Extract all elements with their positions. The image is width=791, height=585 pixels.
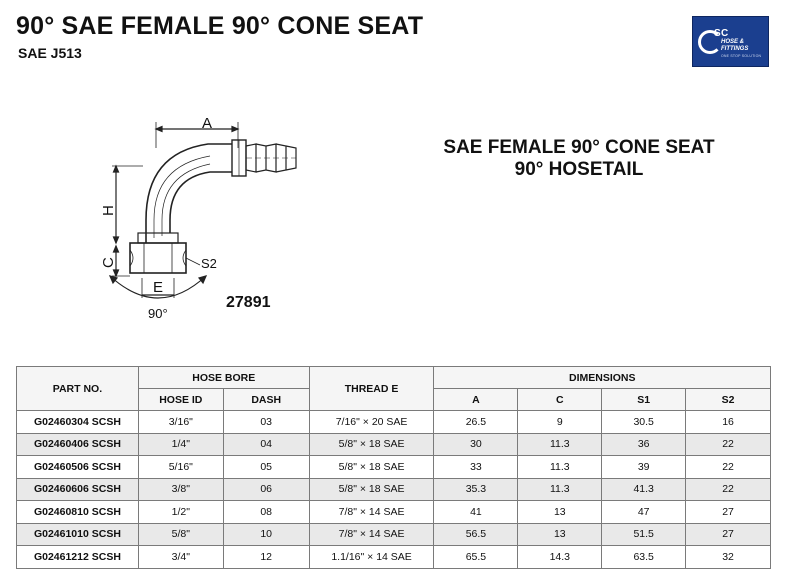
- cell-hose-id: 5/8": [138, 523, 223, 546]
- cell-dash: 04: [223, 433, 309, 456]
- table-row: [17, 456, 771, 479]
- table-row: [17, 501, 771, 524]
- cell-a: 30: [434, 433, 518, 456]
- logo-text-sc: SC: [714, 28, 729, 39]
- company-logo: [692, 16, 769, 67]
- cell-dash: 03: [223, 411, 309, 434]
- dim-label-a: A: [202, 115, 213, 132]
- header-a: A: [434, 389, 518, 411]
- cell-part-no: G02460606 SCSH: [17, 478, 139, 501]
- cell-a: 65.5: [434, 546, 518, 569]
- cell-part-no: G02460304 SCSH: [17, 411, 139, 434]
- cell-hose-id: 3/4": [138, 546, 223, 569]
- cell-part-no: G02460506 SCSH: [17, 456, 139, 479]
- cell-s1: 63.5: [602, 546, 686, 569]
- cell-s1: 30.5: [602, 411, 686, 434]
- cell-a: 41: [434, 501, 518, 524]
- dim-label-e: E: [153, 279, 164, 296]
- cell-c: 13: [518, 501, 602, 524]
- cell-part-no: G02461212 SCSH: [17, 546, 139, 569]
- header-part-no: PART NO.: [17, 367, 139, 411]
- cell-a: 33: [434, 456, 518, 479]
- cell-dash: 05: [223, 456, 309, 479]
- cell-a: 35.3: [434, 478, 518, 501]
- cell-c: 14.3: [518, 546, 602, 569]
- cell-dash: 10: [223, 523, 309, 546]
- header-hose-id: HOSE ID: [138, 389, 223, 411]
- logo-tagline: ONE STOP SOLUTION: [721, 54, 762, 58]
- cell-thread: 1.1/16" × 14 SAE: [309, 546, 434, 569]
- product-heading-line2: 90° HOSETAIL: [514, 159, 644, 180]
- header-c: C: [518, 389, 602, 411]
- table-row: [17, 478, 771, 501]
- header-s2: S2: [686, 389, 771, 411]
- cell-dash: 12: [223, 546, 309, 569]
- header-hose-bore: HOSE BORE: [138, 367, 309, 389]
- cell-thread: 5/8" × 18 SAE: [309, 456, 434, 479]
- standard-subtitle: SAE J513: [18, 45, 82, 61]
- angle-label: 90°: [148, 306, 168, 321]
- header-thread: THREAD E: [309, 367, 434, 411]
- cell-a: 56.5: [434, 523, 518, 546]
- cell-hose-id: 5/16": [138, 456, 223, 479]
- cell-c: 11.3: [518, 456, 602, 479]
- cell-thread: 5/8" × 18 SAE: [309, 478, 434, 501]
- cell-s1: 51.5: [602, 523, 686, 546]
- page-title: 90° SAE FEMALE 90° CONE SEAT: [16, 12, 424, 40]
- cell-s2: 22: [686, 478, 771, 501]
- cell-part-no: G02461010 SCSH: [17, 523, 139, 546]
- cell-part-no: G02460406 SCSH: [17, 433, 139, 456]
- cell-s2: 32: [686, 546, 771, 569]
- product-heading-line1: SAE FEMALE 90° CONE SEAT: [443, 137, 715, 158]
- cell-c: 9: [518, 411, 602, 434]
- drawing-part-code: 27891: [226, 294, 271, 311]
- table-row: [17, 546, 771, 569]
- header-dash: DASH: [223, 389, 309, 411]
- cell-c: 11.3: [518, 433, 602, 456]
- cell-dash: 08: [223, 501, 309, 524]
- product-heading: [400, 137, 758, 181]
- table-row: [17, 411, 771, 434]
- cell-dash: 06: [223, 478, 309, 501]
- header-s1: S1: [602, 389, 686, 411]
- cell-a: 26.5: [434, 411, 518, 434]
- cell-thread: 7/8" × 14 SAE: [309, 501, 434, 524]
- cell-s1: 39: [602, 456, 686, 479]
- cell-c: 11.3: [518, 478, 602, 501]
- dim-label-s2: S2: [201, 256, 217, 271]
- cell-hose-id: 3/8": [138, 478, 223, 501]
- cell-thread: 7/16" × 20 SAE: [309, 411, 434, 434]
- cell-thread: 5/8" × 18 SAE: [309, 433, 434, 456]
- cell-s2: 27: [686, 523, 771, 546]
- specification-table: [16, 366, 771, 569]
- cell-s1: 41.3: [602, 478, 686, 501]
- dim-label-h: H: [100, 205, 117, 216]
- cell-c: 13: [518, 523, 602, 546]
- cell-hose-id: 3/16": [138, 411, 223, 434]
- cell-s1: 47: [602, 501, 686, 524]
- fitting-technical-drawing: [98, 108, 298, 323]
- cell-s1: 36: [602, 433, 686, 456]
- cell-s2: 22: [686, 433, 771, 456]
- logo-text-hose-fittings: HOSE & FITTINGS: [721, 39, 749, 52]
- table-row: [17, 433, 771, 456]
- header-dimensions: DIMENSIONS: [434, 367, 771, 389]
- cell-s2: 27: [686, 501, 771, 524]
- table-row: [17, 523, 771, 546]
- cell-s2: 22: [686, 456, 771, 479]
- cell-thread: 7/8" × 14 SAE: [309, 523, 434, 546]
- dim-label-c: C: [100, 257, 117, 268]
- cell-hose-id: 1/4": [138, 433, 223, 456]
- cell-part-no: G02460810 SCSH: [17, 501, 139, 524]
- cell-s2: 16: [686, 411, 771, 434]
- cell-hose-id: 1/2": [138, 501, 223, 524]
